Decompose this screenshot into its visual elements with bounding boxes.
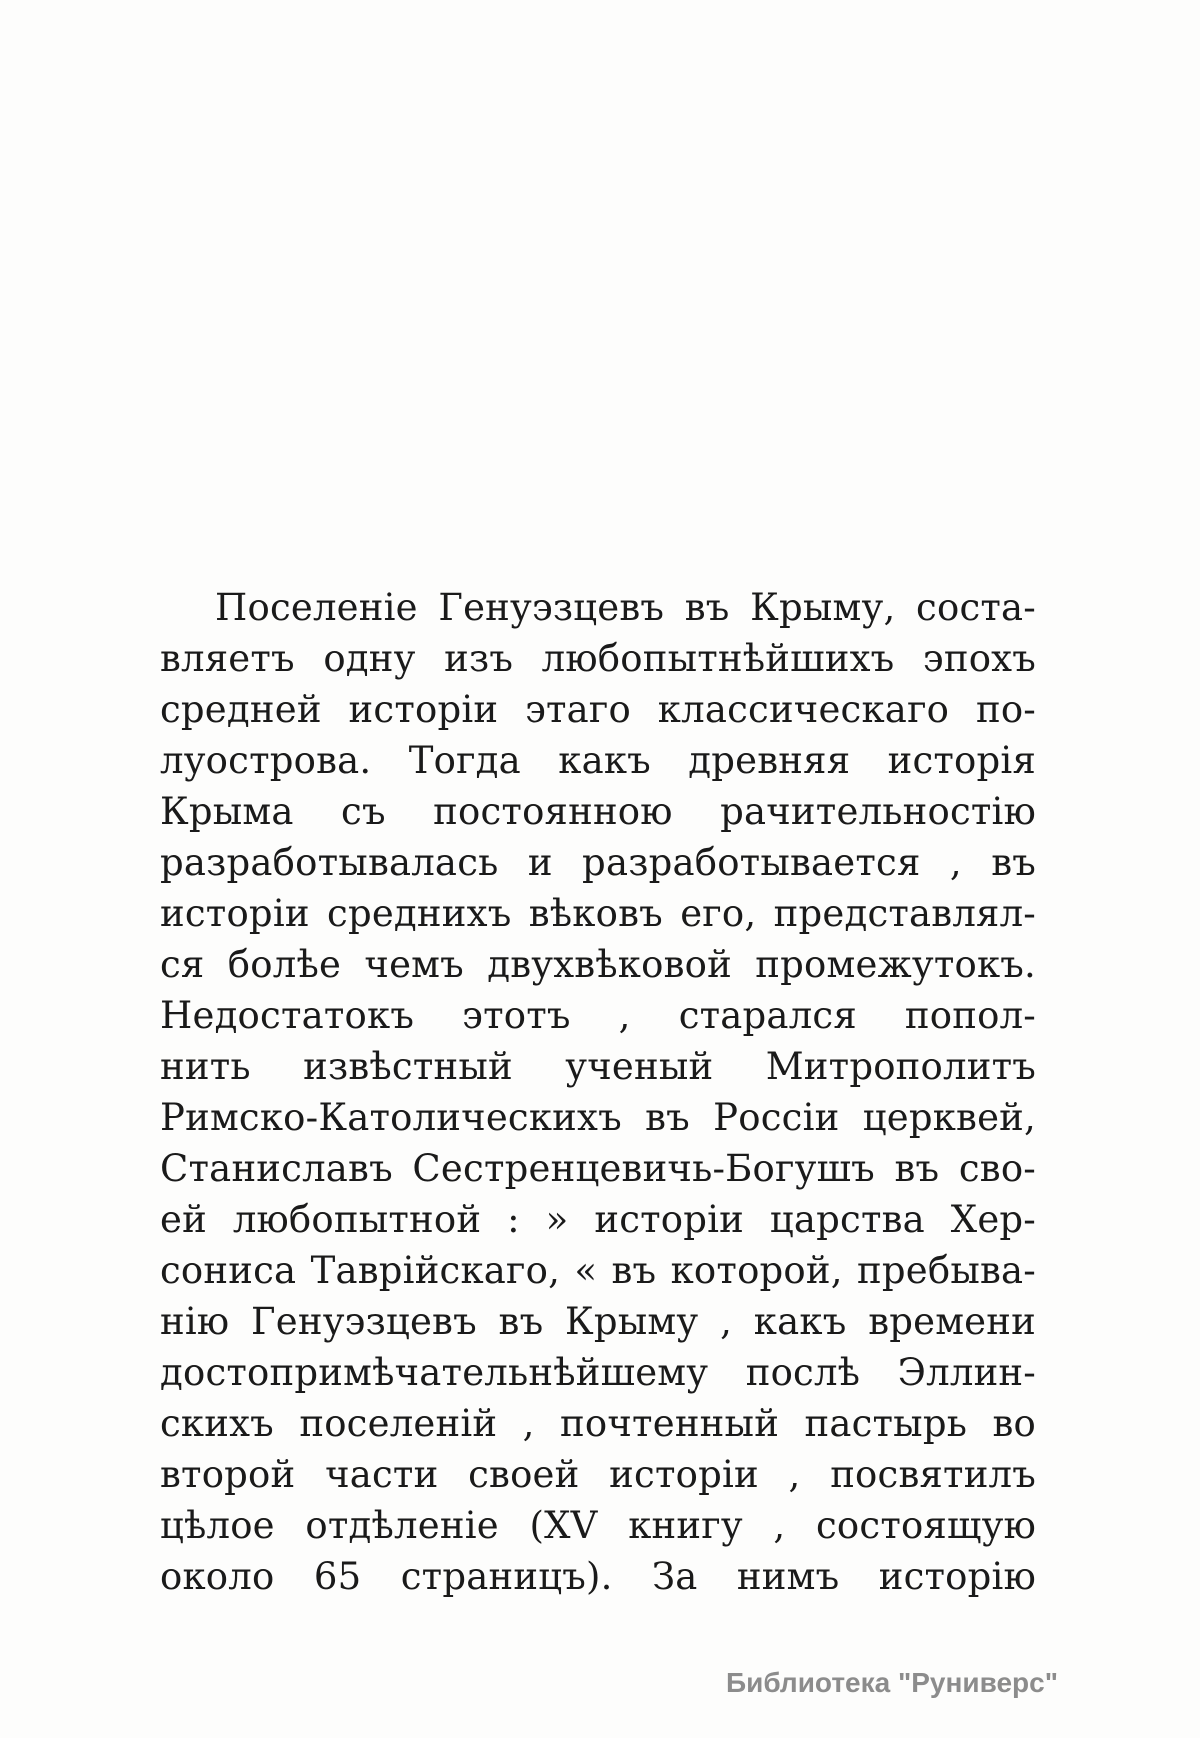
text-line: Поселеніе Генуэзцевъ въ Крыму, соста- xyxy=(215,586,1036,629)
text-line: Крыма съ постоянною рачительностію xyxy=(160,790,1036,833)
text-line: цѣлое отдѣленіе (XV книгу , состоящую xyxy=(160,1504,1036,1547)
text-line: Станиславъ Сестренцевичь-Богушъ въ сво- xyxy=(160,1147,1036,1190)
text-line: луострова. Тогда какъ древняя исторія xyxy=(160,739,1036,782)
text-line: достопримѣчательнѣйшему послѣ Эллин- xyxy=(160,1351,1036,1394)
text-line: средней исторіи этаго классическаго по- xyxy=(160,688,1036,731)
text-line: около 65 страницъ). За нимъ исторію xyxy=(160,1555,1036,1598)
text-line: нію Генуэзцевъ въ Крыму , какъ времени xyxy=(160,1300,1036,1343)
text-line: сониса Таврійскаго, « въ которой, пребыва- xyxy=(160,1249,1036,1292)
text-line: Римско-Католическихъ въ Россіи церквей, xyxy=(160,1096,1036,1139)
text-line: исторіи среднихъ вѣковъ его, представлял- xyxy=(160,892,1036,935)
paragraph xyxy=(160,582,1036,1602)
text-line: ей любопытной : » исторіи царства Хер- xyxy=(160,1198,1036,1241)
text-line: разработывалась и разработывается , въ xyxy=(160,841,1036,884)
text-line: вляетъ одну изъ любопытнѣйшихъ эпохъ xyxy=(160,637,1036,680)
text-line: Недостатокъ этотъ , старался попол- xyxy=(160,994,1036,1037)
text-line: ся болѣе чемъ двухвѣковой промежутокъ. xyxy=(160,943,1036,986)
text-line: скихъ поселеній , почтенный пастырь во xyxy=(160,1402,1036,1445)
library-watermark: Библиотека "Руниверс" xyxy=(725,1667,1058,1698)
text-line: нить извѣстный ученый Митрополитъ xyxy=(160,1045,1036,1088)
text-line: второй части своей исторіи , посвятилъ xyxy=(160,1453,1036,1496)
